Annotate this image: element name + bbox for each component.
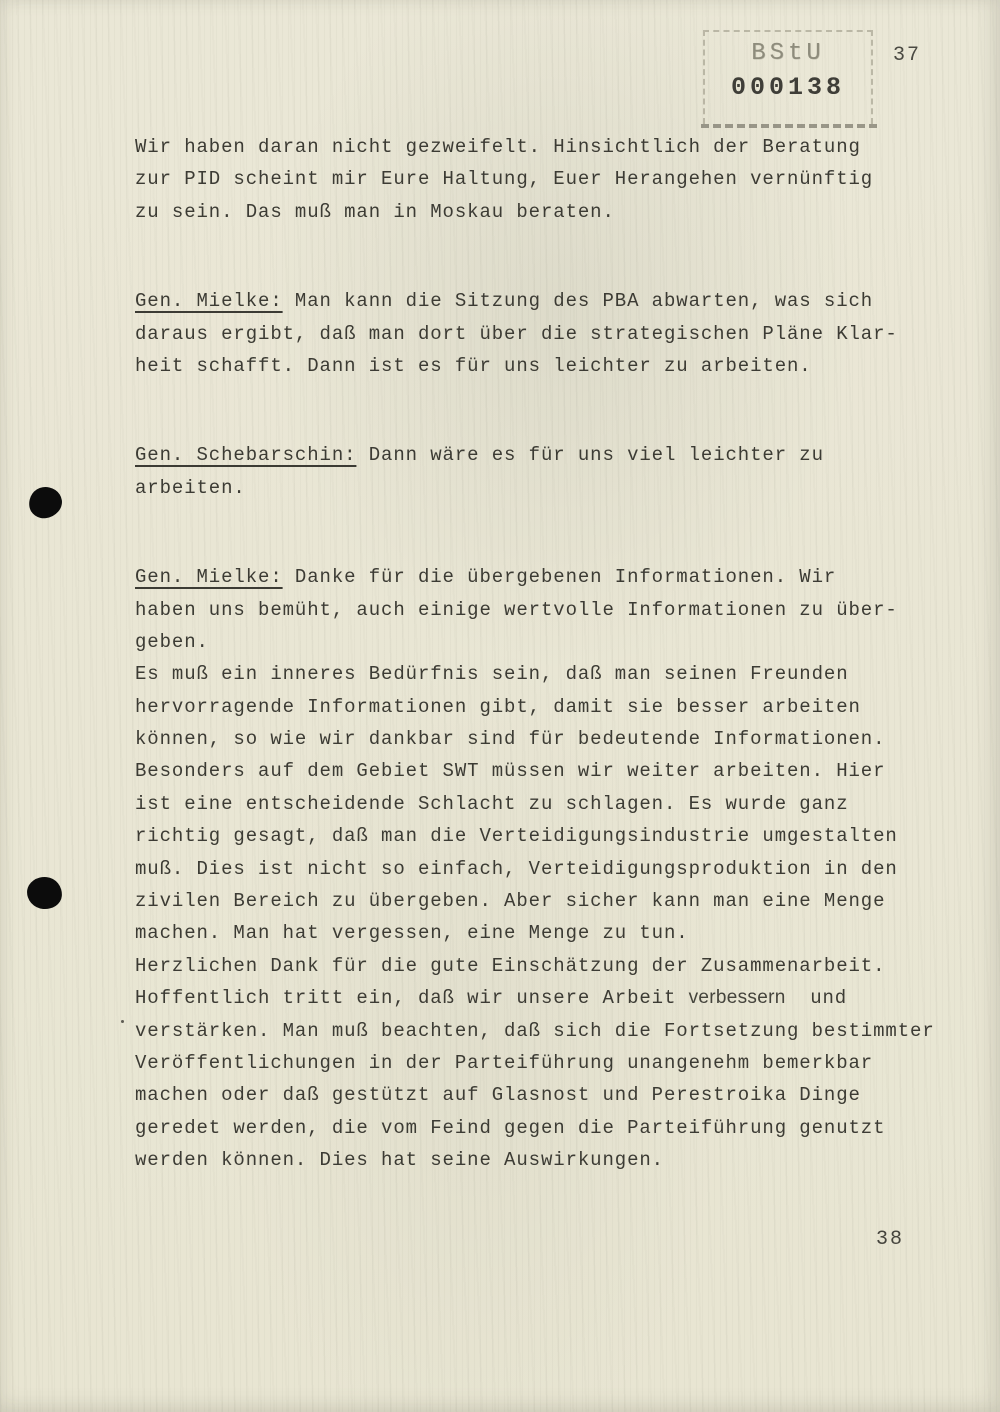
paragraph: [135, 444, 975, 509]
page-number-top: 37: [893, 44, 922, 67]
ink-blot-mark: [26, 876, 64, 911]
text-segment: verstärken. Man muß beachten, daß sich die Fortsetzung bestimmter: [135, 1019, 935, 1042]
speaker-name: Gen. Mielke:: [135, 566, 283, 589]
text-segment: zivilen Bereich zu übergeben. Aber sicher kann man eine Menge: [135, 890, 886, 913]
speaker-name: Gen. Schebarschin:: [135, 444, 357, 467]
text-segment: werden können. Dies hat seine Auswirkungen.: [135, 1149, 664, 1172]
text-segment: Hoffentlich tritt ein, daß wir unsere Arbeit: [135, 987, 689, 1010]
text-line: [135, 955, 975, 987]
paragraph: [135, 136, 975, 233]
stamp-agency-label: BStU: [751, 40, 825, 67]
text-segment: daraus ergibt, daß man dort über die strategischen Pläne Klar-: [135, 322, 898, 345]
text-line: [135, 1020, 975, 1052]
stray-dot-mark: [121, 1020, 124, 1023]
text-segment: Dann wäre es für uns viel leichter zu: [356, 444, 824, 467]
text-line: [135, 1149, 975, 1181]
text-segment: ist eine entscheidende Schlacht zu schlagen. Es wurde ganz: [135, 792, 849, 815]
text-segment: können, so wie wir dankbar sind für bedeutende Informationen.: [135, 728, 886, 751]
text-line: [135, 477, 975, 509]
text-line: [135, 922, 975, 954]
text-line: [135, 825, 975, 857]
text-line: [135, 1052, 975, 1084]
text-line: [135, 290, 975, 322]
text-segment: geredet werden, die vom Feind gegen die Parteiführung genutzt: [135, 1116, 886, 1139]
paragraph: [135, 290, 975, 387]
text-segment: Es muß ein inneres Bedürfnis sein, daß man seinen Freunden: [135, 663, 849, 686]
text-line: [135, 444, 975, 476]
text-line: [135, 355, 975, 387]
text-line: [135, 201, 975, 233]
text-line: [135, 168, 975, 200]
text-segment: Veröffentlichungen in der Parteiführung unangenehm bemerkbar: [135, 1051, 874, 1074]
text-segment: muß. Dies ist nicht so einfach, Verteidigungsproduktion in den: [135, 857, 898, 880]
text-line: [135, 323, 975, 355]
text-segment: hervorragende Informationen gibt, damit sie besser arbeiten: [135, 695, 861, 718]
text-segment: und: [785, 987, 848, 1010]
text-segment: Man kann die Sitzung des PBA abwarten, was sich: [282, 290, 874, 313]
text-segment: richtig gesagt, daß man die Verteidigungsindustrie umgestalten: [135, 825, 898, 848]
text-segment: Wir haben daran nicht gezweifelt. Hinsichtlich der Beratung: [135, 136, 861, 158]
text-line: [135, 987, 975, 1019]
text-line: [135, 890, 975, 922]
text-line: [135, 728, 975, 760]
text-segment: geben.: [135, 630, 209, 653]
text-segment: zu sein. Das muß man in Moskau beraten.: [135, 200, 615, 223]
archive-stamp: [703, 30, 873, 124]
text-segment: zur PID scheint mir Eure Haltung, Euer Herangehen vernünftig: [135, 168, 874, 191]
text-line: [135, 1084, 975, 1116]
ink-blot-mark: [27, 485, 64, 520]
speaker-name: Gen. Mielke:: [135, 290, 283, 313]
text-line: [135, 599, 975, 631]
paragraph: [135, 566, 975, 1181]
page-number-bottom: 38: [876, 1228, 905, 1251]
text-line: [135, 760, 975, 792]
text-segment: machen oder daß gestützt auf Glasnost und Perestroika Dinge: [135, 1084, 861, 1107]
text-segment: Besonders auf dem Gebiet SWT müssen wir weiter arbeiten. Hier: [135, 760, 886, 783]
text-line: [135, 136, 975, 168]
text-segment: arbeiten.: [135, 476, 246, 499]
document-body: [135, 136, 975, 1182]
text-line: [135, 858, 975, 890]
text-line: [135, 1117, 975, 1149]
text-line: [135, 663, 975, 695]
inserted-word: verbessern: [688, 987, 786, 1009]
stamp-serial-number: 000138: [730, 73, 845, 102]
text-line: [135, 631, 975, 663]
text-segment: heit schafft. Dann ist es für uns leichter zu arbeiten.: [135, 354, 812, 377]
text-line: [135, 566, 975, 598]
stamp-border-bottom: [701, 124, 877, 128]
text-segment: machen. Man hat vergessen, eine Menge zu tun.: [135, 922, 689, 945]
text-line: [135, 696, 975, 728]
text-line: [135, 793, 975, 825]
text-segment: haben uns bemüht, auch einige wertvolle Informationen zu über-: [135, 598, 898, 621]
text-segment: Herzlichen Dank für die gute Einschätzung der Zusammenarbeit.: [135, 954, 886, 977]
text-segment: Danke für die übergebenen Informationen. Wir: [282, 566, 837, 589]
